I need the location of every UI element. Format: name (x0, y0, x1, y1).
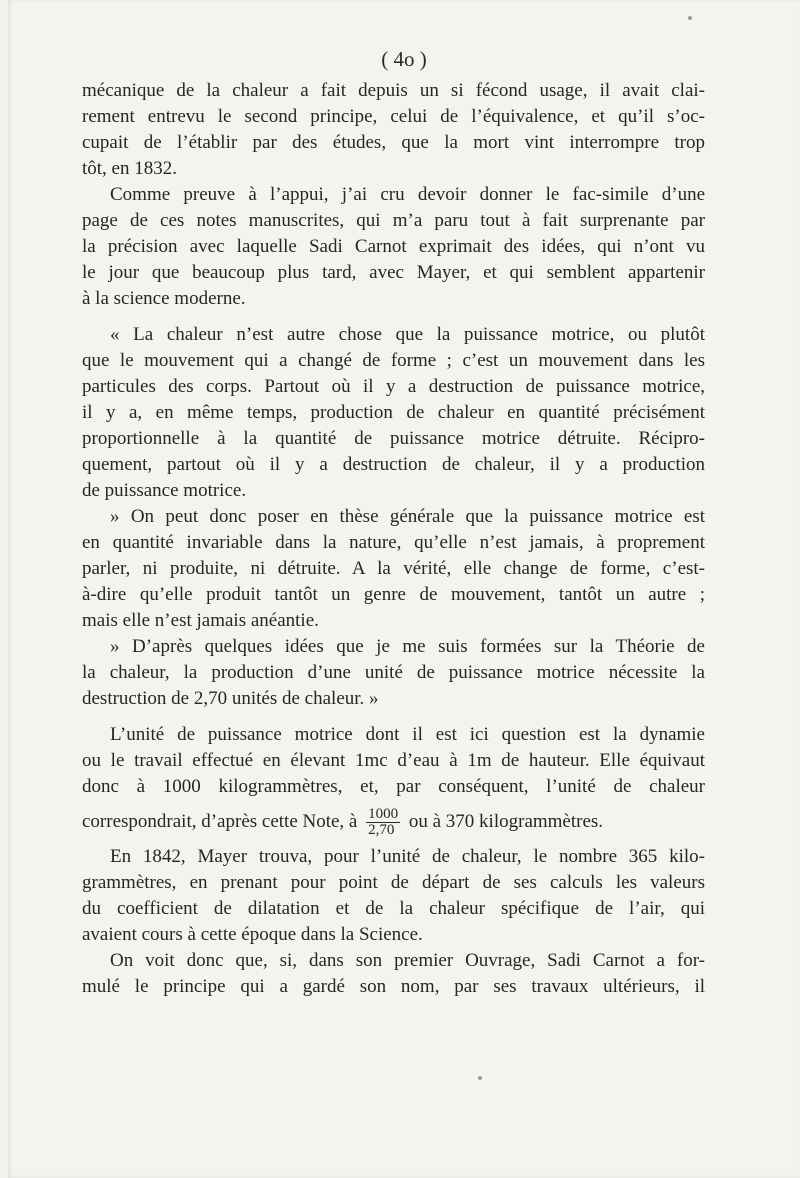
fraction-line-end: ou à 370 kilogrammètres. (408, 811, 604, 832)
text-line: le jour que beaucoup plus tard, avec Mayer, et qui semblent appartenir (82, 262, 705, 283)
quote-line: » D’après quelques idées que je me suis formées sur la Théorie de (110, 636, 705, 657)
fraction-line (82, 800, 705, 844)
text-line: page de ces notes manuscrites, qui m’a paru tout à fait surprenante par (82, 210, 705, 231)
quote-line: « La chaleur n’est autre chose que la puissance motrice, ou plutôt (110, 324, 705, 345)
text-line: En 1842, Mayer trouva, pour l’unité de chaleur, le nombre 365 kilo- (110, 846, 705, 867)
text-line: tôt, en 1832. (82, 158, 177, 179)
quote-line: particules des corps. Partout où il y a destruction de puissance motrice, (82, 376, 705, 397)
book-page (8, 0, 800, 1178)
quote-line: que le mouvement qui a changé de forme ; c’est un mouvement dans les (82, 350, 705, 371)
page-number: ( 4o ) (381, 47, 427, 71)
fraction-numerator: 1000 (368, 806, 399, 823)
quote-line: quement, partout où il y a destruction de chaleur, il y a production (82, 454, 705, 475)
quote-line: » On peut donc poser en thèse générale que la puissance motrice est (110, 506, 705, 527)
quote-line: de puissance motrice. (82, 480, 247, 501)
quote-line: la chaleur, la production d’une unité de puissance motrice nécessite la (82, 662, 705, 683)
paper-speck (688, 16, 692, 20)
text-line: ou le travail effectué en élevant 1mc d’eau à 1m de hauteur. Elle équivaut (82, 750, 705, 771)
quote-line: il y a, en même temps, production de chaleur en quantité précisément (82, 402, 705, 423)
text-line: rement entrevu le second principe, celui de l’équivalence, et qu’il s’oc- (82, 106, 705, 127)
text-line: mécanique de la chaleur a fait depuis un si fécond usage, il avait clai- (82, 80, 705, 101)
text-line: avaient cours à cette époque dans la Science. (82, 924, 423, 945)
text-line: L’unité de puissance motrice dont il est ici question est la dynamie (110, 724, 705, 745)
fraction (366, 807, 400, 838)
text-line: la précision avec laquelle Sadi Carnot exprimait des idées, qui n’ont vu (82, 236, 705, 257)
quote-line: destruction de 2,70 unités de chaleur. » (82, 688, 379, 709)
quote-line: mais elle n’est jamais anéantie. (82, 610, 319, 631)
text-line: mulé le principe qui a gardé son nom, par ses travaux ultérieurs, il (82, 976, 705, 997)
text-line: du coefficient de dilatation et de la chaleur spécifique de l’air, qui (82, 898, 705, 919)
text-line: à la science moderne. (82, 288, 246, 309)
text-line: Comme preuve à l’appui, j’ai cru devoir donner le fac-simile d’une (110, 184, 705, 205)
fraction-line-start: correspondrait, d’après cette Note, à (82, 811, 358, 832)
quote-line: parler, ni produite, ni détruite. A la vérité, elle change de forme, c’est- (82, 558, 705, 579)
paper-speck (478, 1076, 482, 1080)
text-line: grammètres, en prenant pour point de départ de ses calculs les valeurs (82, 872, 705, 893)
quote-line: à-dire qu’elle produit tantôt un genre de mouvement, tantôt un autre ; (82, 584, 705, 605)
body-text (82, 78, 705, 1000)
text-line: cupait de l’établir par des études, que la mort vint interrompre trop (82, 132, 705, 153)
text-line: donc à 1000 kilogrammètres, et, par conséquent, l’unité de chaleur (82, 776, 705, 797)
text-line: On voit donc que, si, dans son premier Ouvrage, Sadi Carnot a for- (110, 950, 705, 971)
fraction-denominator: 2,70 (368, 822, 395, 839)
quote-line: proportionnelle à la quantité de puissance motrice détruite. Récipro- (82, 428, 705, 449)
quote-line: en quantité invariable dans la nature, qu’elle n’est jamais, à proprement (82, 532, 705, 553)
